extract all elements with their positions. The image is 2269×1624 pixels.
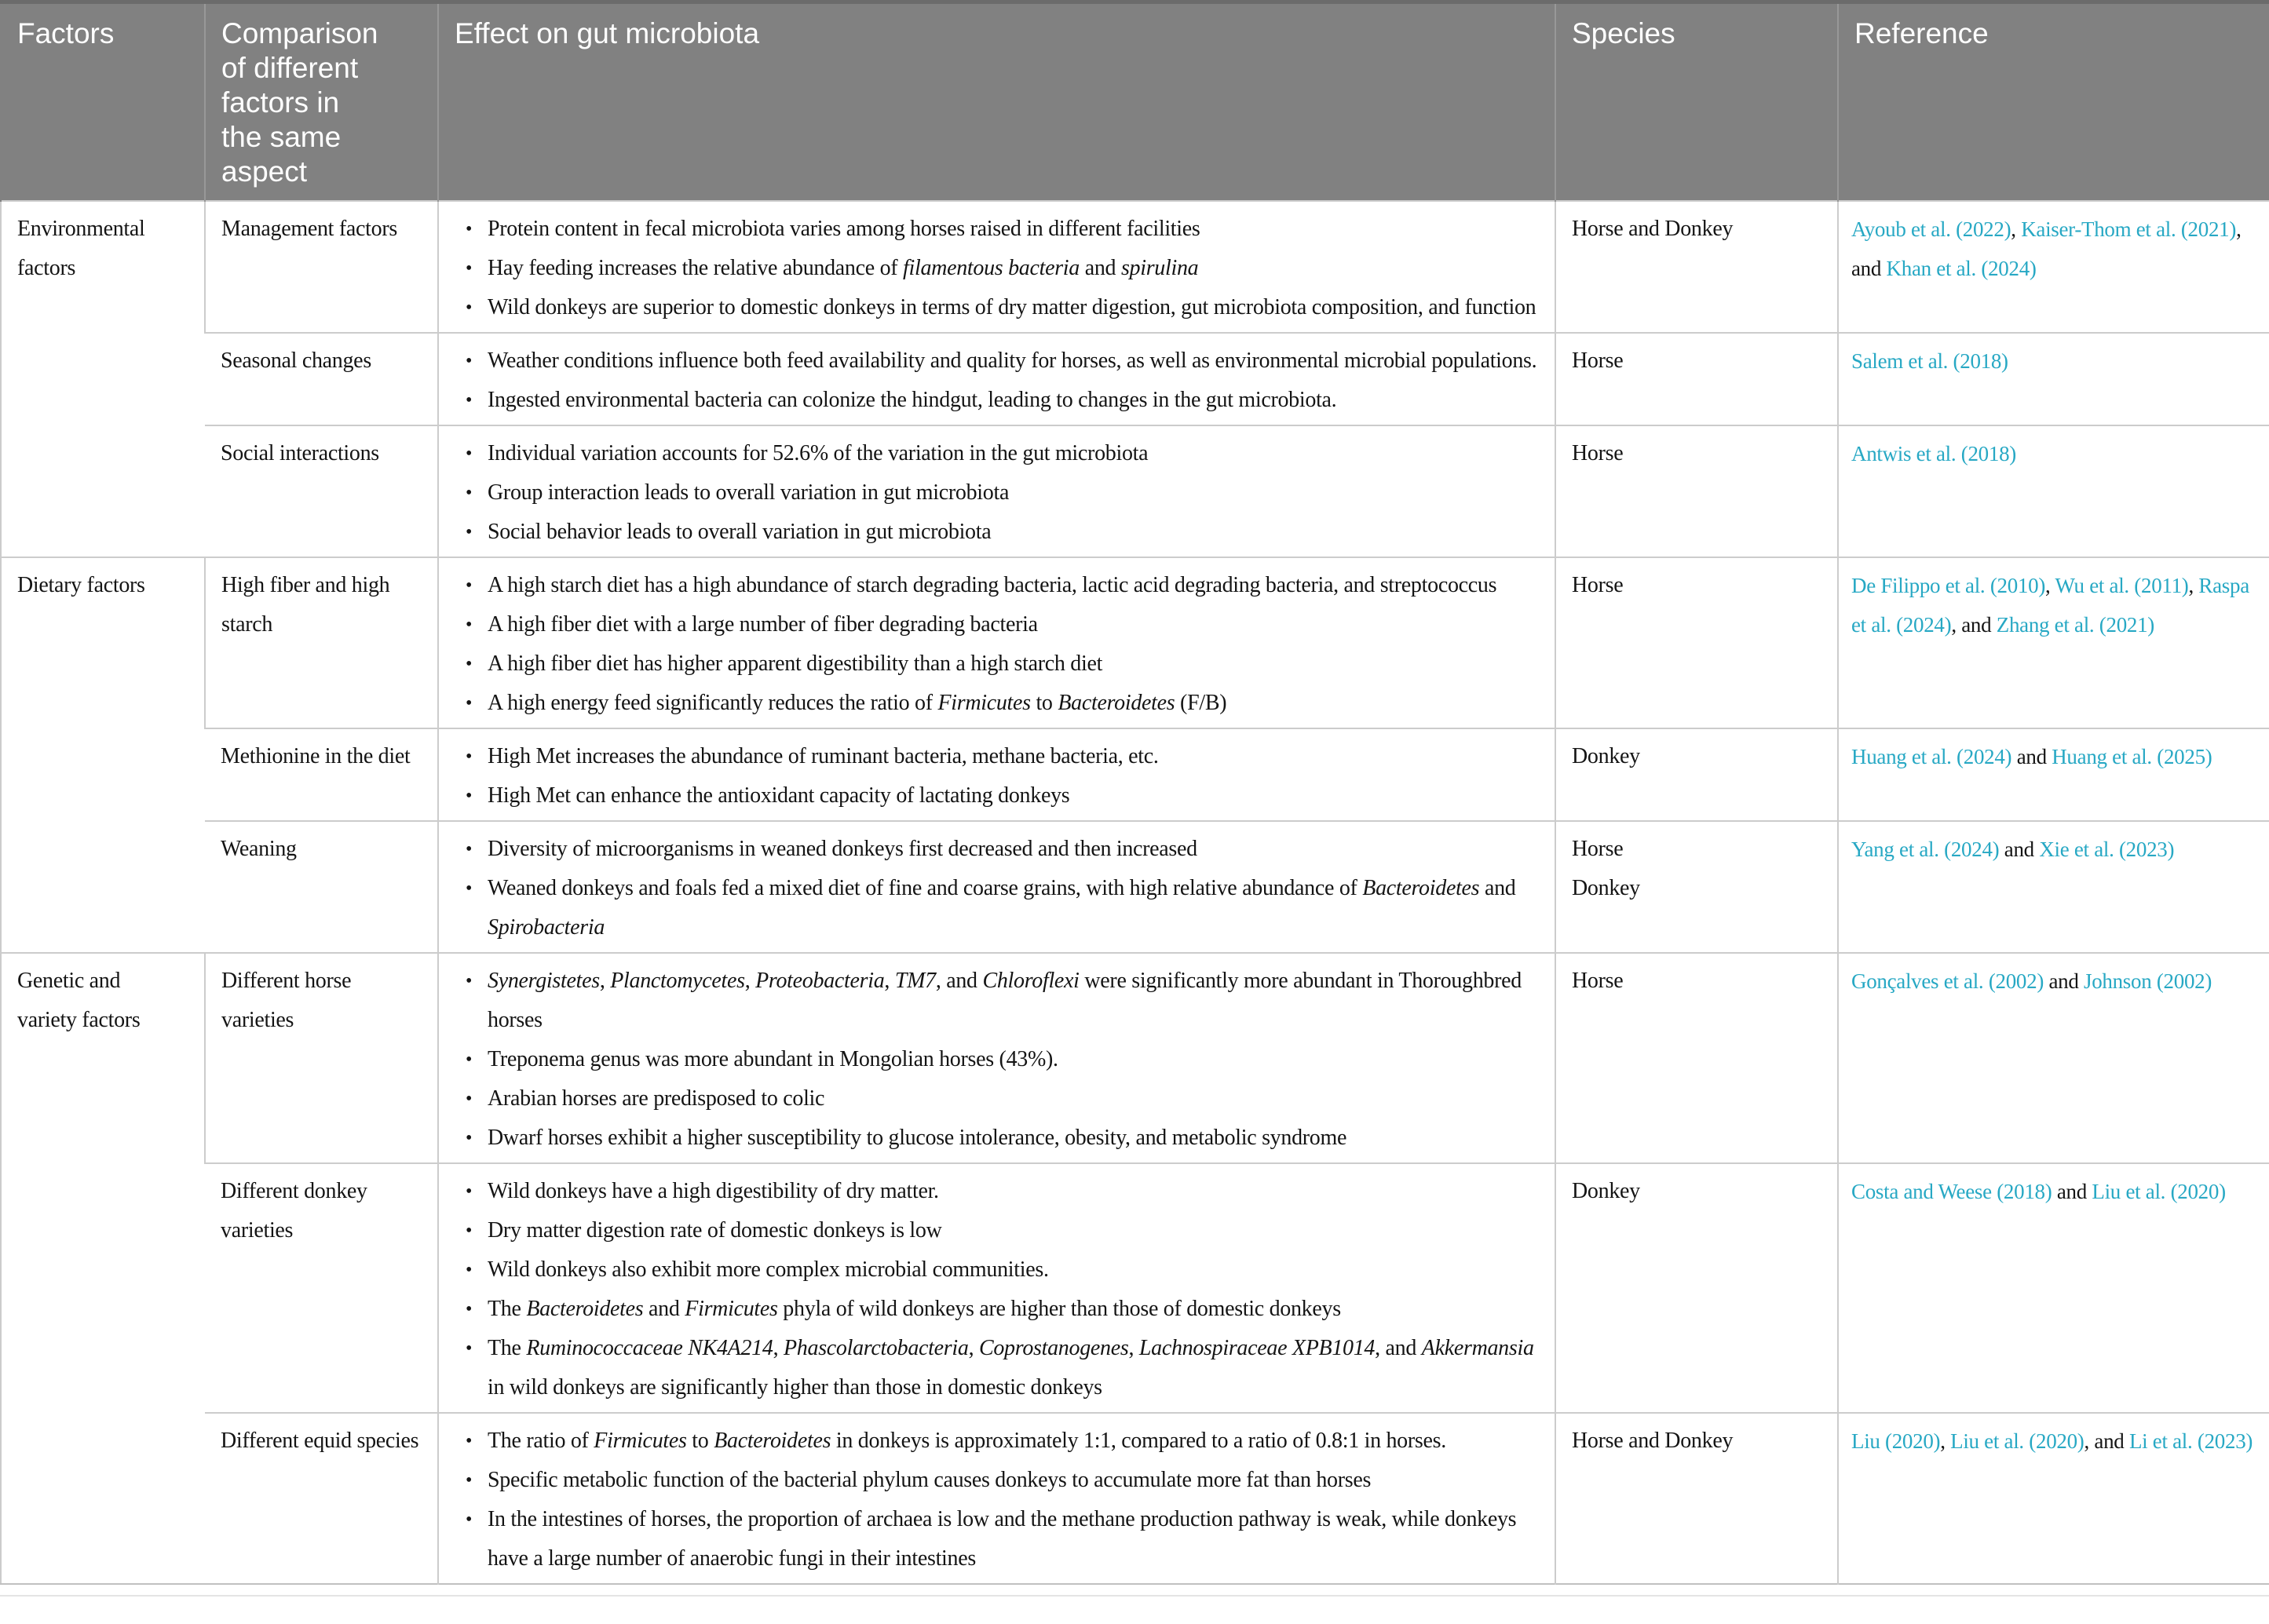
- reference-link[interactable]: Xie et al. (2023): [2039, 838, 2175, 861]
- effect-bullet: [439, 1172, 1547, 1211]
- text-segment: ,: [1128, 1336, 1139, 1360]
- effect-bullet: [439, 473, 1547, 513]
- text-segment: Dwarf horses exhibit a higher susceptibility to glucose intolerance, obesity, and metabolic syndrome: [488, 1126, 1347, 1150]
- text-segment: and: [2011, 745, 2052, 768]
- effect-bullet: [439, 1079, 1547, 1119]
- effect-cell: [438, 1413, 1555, 1584]
- species-value: Donkey: [1572, 1179, 1640, 1203]
- text-segment: In the intestines of horses, the proportion of archaea is low and the methane production pathway is weak, while donkeys have a large number of anaerobic fungi in their intestines: [488, 1507, 1517, 1571]
- text-segment: Group interaction leads to overall variation in gut microbiota: [488, 480, 1010, 505]
- effect-bullet: [439, 249, 1547, 288]
- reference-cell: [1838, 201, 2269, 333]
- text-segment: in donkeys is approximately 1:1, compared to a ratio of 0.8:1 in horses.: [831, 1429, 1446, 1453]
- effect-bullet: [439, 288, 1547, 327]
- text-segment: The: [488, 1336, 527, 1360]
- text-segment: A high energy feed significantly reduces the ratio of: [488, 691, 938, 715]
- species-cell: [1555, 1163, 1838, 1413]
- text-segment: Proteobacteria: [755, 969, 885, 993]
- text-segment: and: [1999, 838, 2040, 861]
- header-row: [1, 2, 2269, 202]
- text-segment: Bacteroidetes: [714, 1429, 831, 1453]
- effect-bullet: [439, 1250, 1547, 1290]
- text-segment: Arabian horses are predisposed to colic: [488, 1086, 825, 1111]
- text-segment: The ratio of: [488, 1429, 594, 1453]
- text-segment: ,: [599, 969, 611, 993]
- effect-cell: [438, 201, 1555, 333]
- table-row: [1, 1163, 2269, 1413]
- text-segment: and: [2052, 1180, 2092, 1203]
- reference-link[interactable]: Liu et al. (2020): [2092, 1180, 2226, 1203]
- text-segment: Firmicutes: [594, 1429, 687, 1453]
- effect-bullet: [439, 737, 1547, 776]
- text-segment: Firmicutes: [685, 1297, 778, 1321]
- text-segment: ,: [744, 969, 756, 993]
- species-cell: [1555, 201, 1838, 333]
- text-segment: Ingested environmental bacteria can colonize the hindgut, leading to changes in the gut microbiota.: [488, 388, 1337, 412]
- effect-cell: [438, 333, 1555, 425]
- effect-bullet: [439, 513, 1547, 552]
- comparison-cell: Methionine in the diet: [205, 728, 438, 821]
- reference-cell: [1838, 425, 2269, 557]
- comparison-cell: Different horse varieties: [205, 953, 438, 1163]
- effect-bullet: [439, 566, 1547, 605]
- table-header: [1, 2, 2269, 202]
- text-segment: Specific metabolic function of the bacterial phylum causes donkeys to accumulate more fat than horses: [488, 1468, 1372, 1492]
- text-segment: Bacteroidetes: [1058, 691, 1175, 715]
- text-segment: filamentous bacteria: [903, 256, 1080, 280]
- text-segment: to: [686, 1429, 714, 1453]
- reference-cell: [1838, 953, 2269, 1163]
- reference-link[interactable]: Huang et al. (2025): [2052, 745, 2212, 768]
- reference-link[interactable]: Antwis et al. (2018): [1851, 442, 2016, 465]
- text-segment: A high starch diet has a high abundance of starch degrading bacteria, lactic acid degrading bacteria, and streptococcus: [488, 573, 1497, 597]
- text-segment: were significantly more abundant in Thoroughbred horses: [488, 969, 1522, 1032]
- effect-cell: [438, 953, 1555, 1163]
- column-header-factors: Factors: [1, 2, 205, 202]
- effect-bullet: [439, 1290, 1547, 1329]
- text-segment: Bacteroidetes: [526, 1297, 644, 1321]
- text-segment: Dry matter digestion rate of domestic donkeys is low: [488, 1218, 942, 1243]
- column-header-effect: Effect on gut microbiota: [438, 2, 1555, 202]
- reference-link[interactable]: Wu et al. (2011): [2055, 574, 2189, 597]
- table-row: [1, 1413, 2269, 1584]
- text-segment: Social behavior leads to overall variation in gut microbiota: [488, 520, 992, 544]
- text-segment: Wild donkeys also exhibit more complex microbial communities.: [488, 1257, 1049, 1282]
- column-header-comparison: [205, 2, 438, 202]
- column-header-species: Species: [1555, 2, 1838, 202]
- effect-bullet: [439, 1329, 1547, 1407]
- text-segment: ,: [968, 1336, 979, 1360]
- text-segment: A high fiber diet has higher apparent digestibility than a high starch diet: [488, 651, 1103, 676]
- effect-bullet: [439, 684, 1547, 723]
- species-cell: [1555, 557, 1838, 728]
- factor-cell: Dietary factors: [1, 557, 205, 953]
- comparison-cell: Different equid species: [205, 1413, 438, 1584]
- effect-bullet: [439, 605, 1547, 644]
- text-segment: Bacteroidetes: [1362, 876, 1480, 900]
- effect-bullet: [439, 644, 1547, 684]
- text-segment: (F/B): [1175, 691, 1227, 715]
- effect-cell: [438, 1163, 1555, 1413]
- species-value: Horse: [1572, 349, 1624, 373]
- table-row: [1, 333, 2269, 425]
- reference-link[interactable]: Liu (2020): [1851, 1429, 1941, 1453]
- reference-link[interactable]: Yang et al. (2024): [1851, 838, 2000, 861]
- bottom-rule: [0, 1595, 2269, 1597]
- table-row: [1, 557, 2269, 728]
- effect-bullet: [439, 1119, 1547, 1158]
- effect-bullet: [439, 1211, 1547, 1250]
- effect-cell: [438, 728, 1555, 821]
- species-cell: [1555, 1413, 1838, 1584]
- text-segment: TM7: [894, 969, 936, 993]
- species-cell: [1555, 821, 1838, 953]
- effect-bullet: [439, 341, 1547, 381]
- species-cell: [1555, 728, 1838, 821]
- text-segment: to: [1030, 691, 1058, 715]
- text-segment: , and: [2084, 1429, 2129, 1453]
- text-segment: Spirobacteria: [488, 915, 605, 940]
- reference-link[interactable]: Raspa et al. (2024): [1851, 574, 2249, 637]
- text-segment: High Met increases the abundance of ruminant bacteria, methane bacteria, etc.: [488, 744, 1159, 768]
- reference-link[interactable]: Johnson (2002): [2084, 969, 2212, 993]
- effect-bullet: [439, 1421, 1547, 1461]
- effect-bullet: [439, 1461, 1547, 1500]
- column-header-comparison-label: Comparison of different factors in the same aspect: [221, 17, 378, 188]
- reference-link[interactable]: De Filippo et al. (2010): [1851, 574, 2046, 597]
- text-segment: ,: [773, 1336, 784, 1360]
- species-value: Horse: [1572, 837, 1624, 861]
- table-row: [1, 728, 2269, 821]
- species-value: Donkey: [1572, 876, 1640, 900]
- effect-bullet: [439, 381, 1547, 420]
- text-segment: Treponema genus was more abundant in Mongolian horses (43%).: [488, 1047, 1058, 1071]
- effect-bullet: [439, 776, 1547, 816]
- reference-link[interactable]: Costa and Weese (2018): [1851, 1180, 2052, 1203]
- table-row: [1, 201, 2269, 333]
- species-value: Horse: [1572, 573, 1624, 597]
- comparison-cell: Weaning: [205, 821, 438, 953]
- species-cell: [1555, 953, 1838, 1163]
- text-segment: Individual variation accounts for 52.6% of the variation in the gut microbiota: [488, 441, 1149, 465]
- factor-cell: Genetic and variety factors: [1, 953, 205, 1584]
- reference-cell: [1838, 728, 2269, 821]
- reference-link[interactable]: Gonçalves et al. (2002): [1851, 969, 2044, 993]
- species-cell: [1555, 333, 1838, 425]
- text-segment: in wild donkeys are significantly higher than those in domestic donkeys: [488, 1375, 1102, 1400]
- text-segment: High Met can enhance the antioxidant capacity of lactating donkeys: [488, 783, 1070, 808]
- factor-cell: Environmental factors: [1, 201, 205, 557]
- effect-bullet: [439, 962, 1547, 1040]
- reference-link[interactable]: Kaiser-Thom et al. (2021): [2021, 217, 2237, 241]
- reference-link[interactable]: Ayoub et al. (2022): [1851, 217, 2011, 241]
- text-segment: spirulina: [1120, 256, 1199, 280]
- reference-cell: [1838, 333, 2269, 425]
- text-segment: Wild donkeys have a high digestibility of dry matter.: [488, 1179, 939, 1203]
- text-segment: Wild donkeys are superior to domestic donkeys in terms of dry matter digestion, gut microbiota composition, and function: [488, 295, 1536, 319]
- effect-bullet: [439, 869, 1547, 947]
- text-segment: , and: [935, 969, 983, 993]
- text-segment: ,: [2188, 574, 2199, 597]
- reference-cell: [1838, 1413, 2269, 1584]
- reference-link[interactable]: Zhang et al. (2021): [1996, 613, 2154, 637]
- species-value: Horse: [1572, 441, 1624, 465]
- effect-bullet: [439, 434, 1547, 473]
- text-segment: Diversity of microorganisms in weaned donkeys first decreased and then increased: [488, 837, 1197, 861]
- text-segment: , and: [1951, 613, 1997, 637]
- text-segment: ,: [1940, 1429, 1951, 1453]
- text-segment: Synergistetes: [488, 969, 600, 993]
- effect-bullet: [439, 830, 1547, 869]
- effect-cell: [438, 425, 1555, 557]
- text-segment: Hay feeding increases the relative abundance of: [488, 256, 904, 280]
- text-segment: A high fiber diet with a large number of fiber degrading bacteria: [488, 612, 1038, 637]
- reference-link[interactable]: Li et al. (2023): [2128, 1429, 2253, 1453]
- text-segment: The: [488, 1297, 527, 1321]
- text-segment: Firmicutes: [937, 691, 1031, 715]
- reference-link[interactable]: Salem et al. (2018): [1851, 349, 2008, 373]
- reference-cell: [1838, 821, 2269, 953]
- comparison-cell: High fiber and high starch: [205, 557, 438, 728]
- text-segment: Coprostanogenes: [978, 1336, 1129, 1360]
- reference-link[interactable]: Huang et al. (2024): [1851, 745, 2012, 768]
- comparison-cell: Seasonal changes: [205, 333, 438, 425]
- text-segment: Protein content in fecal microbiota varies among horses raised in different facilities: [488, 217, 1200, 241]
- text-segment: Weather conditions influence both feed availability and quality for horses, as well as environmental microbial populations.: [488, 349, 1537, 373]
- table-row: [1, 425, 2269, 557]
- effect-bullet: [439, 210, 1547, 249]
- text-segment: Ruminococcaceae NK4A214: [526, 1336, 773, 1360]
- comparison-cell: Different donkey varieties: [205, 1163, 438, 1413]
- text-segment: ,: [2011, 217, 2022, 241]
- text-segment: and: [1479, 876, 1516, 900]
- text-segment: Phascolarctobacteria: [783, 1336, 969, 1360]
- text-segment: ,: [884, 969, 895, 993]
- table-row: [1, 953, 2269, 1163]
- effect-cell: [438, 821, 1555, 953]
- reference-link[interactable]: Liu et al. (2020): [1950, 1429, 2084, 1453]
- text-segment: Chloroflexi: [982, 969, 1080, 993]
- effect-cell: [438, 557, 1555, 728]
- effect-bullet: [439, 1500, 1547, 1578]
- text-segment: phyla of wild donkeys are higher than those of domestic donkeys: [777, 1297, 1341, 1321]
- text-segment: and: [1080, 256, 1121, 280]
- text-segment: and: [643, 1297, 685, 1321]
- text-segment: ,: [2045, 574, 2055, 597]
- table-body: [1, 201, 2269, 1584]
- effect-bullet: [439, 1040, 1547, 1079]
- species-cell: [1555, 425, 1838, 557]
- column-header-reference: Reference: [1838, 2, 2269, 202]
- text-segment: Lachnospiraceae XPB1014: [1138, 1336, 1376, 1360]
- species-value: Horse: [1572, 969, 1624, 993]
- table-row: [1, 821, 2269, 953]
- text-segment: Akkermansia: [1421, 1336, 1534, 1360]
- reference-cell: [1838, 1163, 2269, 1413]
- text-segment: , and: [1851, 217, 2242, 280]
- reference-cell: [1838, 557, 2269, 728]
- text-segment: and: [2044, 969, 2084, 993]
- comparison-cell: Social interactions: [205, 425, 438, 557]
- comparison-cell: Management factors: [205, 201, 438, 333]
- text-segment: Planctomycetes: [610, 969, 745, 993]
- species-value: Horse and Donkey: [1572, 1429, 1734, 1453]
- text-segment: Weaned donkeys and foals fed a mixed diet of fine and coarse grains, with high relative abundance of: [488, 876, 1363, 900]
- reference-link[interactable]: Khan et al. (2024): [1886, 257, 2037, 280]
- species-value: Donkey: [1572, 744, 1640, 768]
- text-segment: , and: [1375, 1336, 1422, 1360]
- species-value: Horse and Donkey: [1572, 217, 1734, 241]
